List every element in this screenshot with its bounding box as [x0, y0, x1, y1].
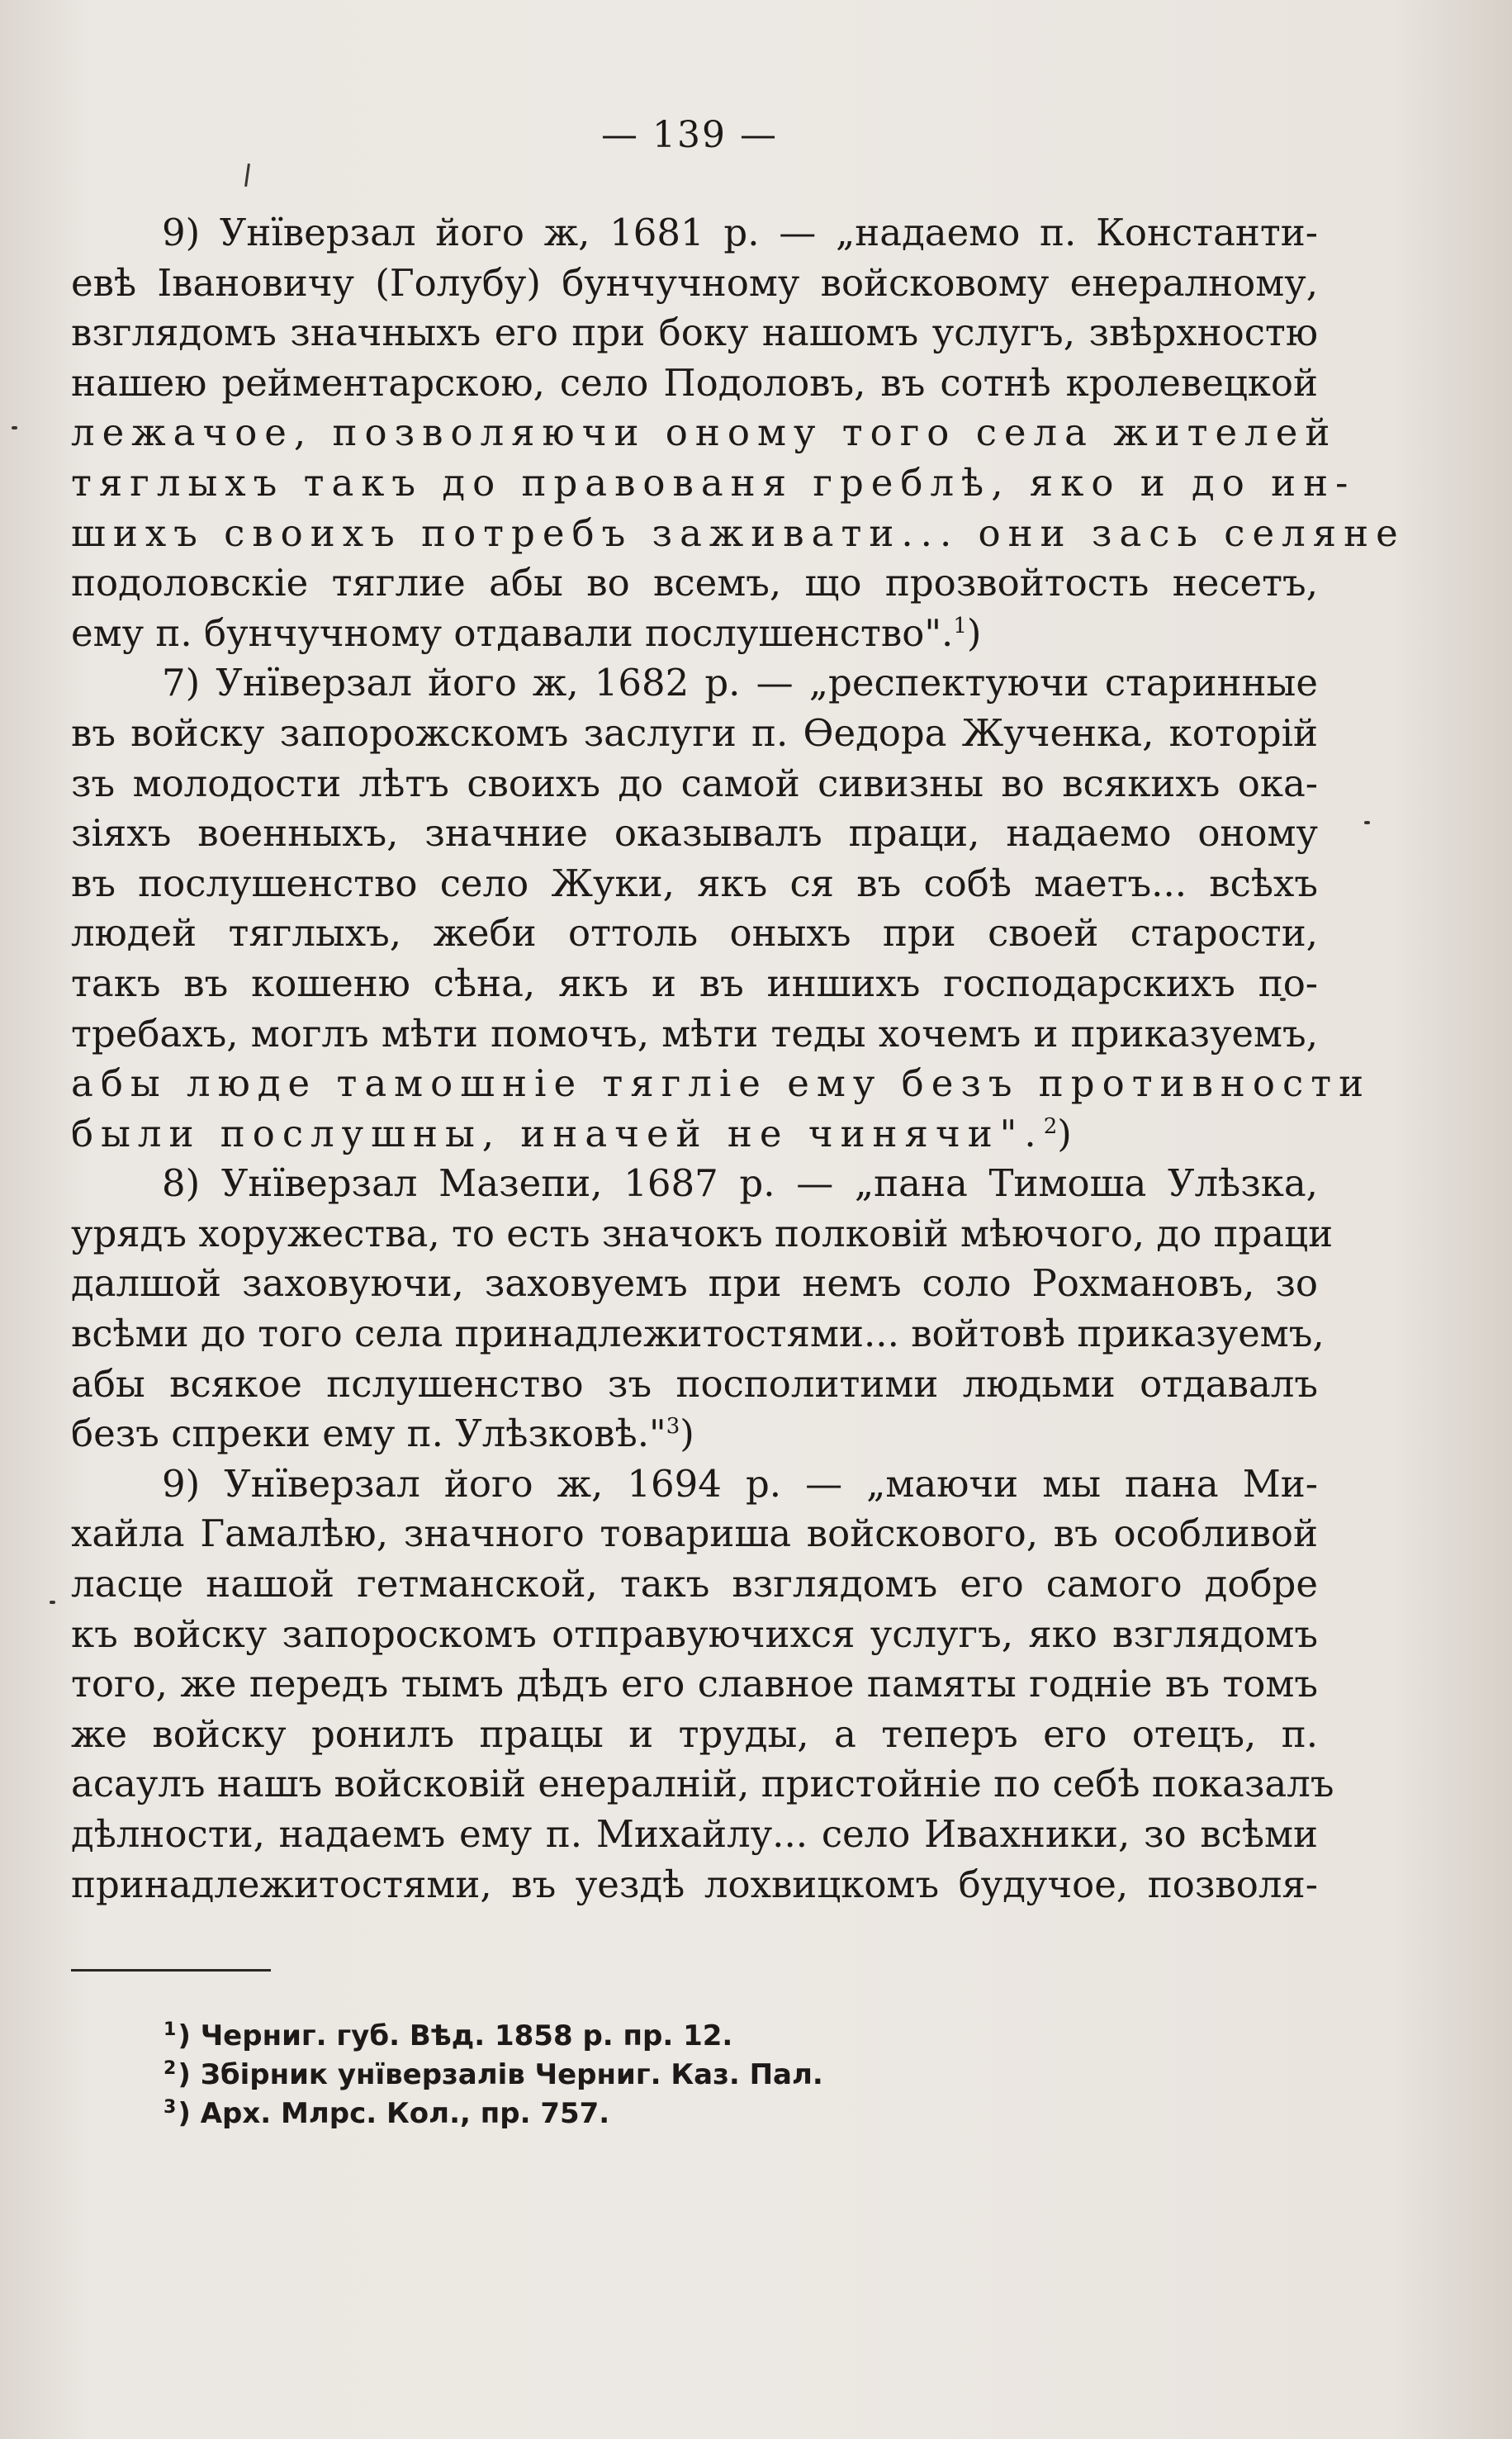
text-line: хайла Гамалѣю, значного товариша войскового, въ особливой — [71, 1511, 1318, 1556]
text-line: 8) Унїверзал Мазепи, 1687 р. — „пана Тимоша Улѣзка, — [162, 1161, 1318, 1206]
stray-ink-mark — [244, 164, 250, 187]
text-line-last — [71, 1109, 1318, 1160]
text-line: асаулъ нашъ войсковій енералній, пристойніе по себѣ показалъ — [71, 1762, 1334, 1806]
text-line: въ войску запорожскомъ заслуги п. Ѳедора Жученка, которій — [71, 710, 1318, 755]
text-line-last — [71, 609, 1318, 659]
text-line: абы люде тамошніе тягліе ему безъ противности — [71, 1061, 1372, 1106]
footnote-reference: 1 — [953, 613, 967, 638]
closing-parenthesis: ) — [966, 610, 982, 655]
text-line: дѣлности, надаемъ ему п. Михайлу... село Ивахники, зо всѣми — [71, 1812, 1318, 1856]
text-line-last — [71, 1409, 1318, 1459]
footnote-number: 2 — [164, 2057, 177, 2079]
margin-speck — [50, 1601, 55, 1604]
text-line: тяглыхъ такъ до правованя греблѣ, яко и до ин- — [71, 460, 1356, 505]
text-line: евѣ Івановичу (Голубу) бунчучному войсковому енералному, — [71, 260, 1318, 305]
footnote-number: 3 — [164, 2096, 177, 2118]
text-line: далшой заховуючи, заховуемъ при немъ соло Рохмановъ, зо — [71, 1261, 1318, 1306]
footnote-text: Збірник унїверзалів Черниг. Каз. Пал. — [200, 2058, 823, 2091]
text-line-content: были послушны, иначей не чинячи". — [71, 1111, 1044, 1155]
text-line: принадлежитостями, въ уездѣ лохвицкомъ будучое, позволя- — [71, 1862, 1318, 1906]
text-line: людей тяглыхъ, жеби оттоль оныхъ при своей старости, — [71, 911, 1318, 956]
margin-speck — [12, 426, 17, 429]
footnote-reference: 3 — [666, 1414, 680, 1440]
text-line: подоловскіе тяглие абы во всемъ, що прозвойтость несетъ, — [71, 561, 1318, 605]
text-line: зіяхъ военныхъ, значние оказывалъ праци, надаемо оному — [71, 811, 1318, 856]
page-number: — 139 — — [601, 114, 778, 156]
paragraph-universal-1681 — [71, 208, 1405, 658]
text-line: того, же передъ тымъ дѣдъ его славное памяты годніе въ томъ — [71, 1662, 1318, 1706]
text-line: въ послушенство село Жуки, якъ ся въ собѣ маетъ... всѣхъ — [71, 861, 1318, 905]
text-line: взглядомъ значныхъ его при боку нашомъ услугъ, звѣрхностю — [71, 311, 1318, 355]
text-line: ласце нашой гетманской, такъ взглядомъ его самого добре — [71, 1562, 1318, 1606]
text-line: къ войску запороскомъ отправуючихся услугъ, яко взглядомъ — [71, 1611, 1318, 1656]
footnote-paren: ) — [178, 2097, 201, 2130]
margin-speck — [1364, 821, 1370, 824]
footnote-item — [164, 2017, 1237, 2056]
text-line: урядъ хоружества, то есть значокъ полковій мѣючого, до праци — [71, 1211, 1334, 1255]
footnote-text: Черниг. губ. Вѣд. 1858 р. пр. 12. — [200, 2019, 733, 2052]
body-text — [71, 208, 1405, 1910]
text-line: всѣми до того села принадлежитостями... войтовѣ приказуемъ, — [71, 1312, 1325, 1356]
text-line-content: безъ спреки ему п. Улѣзковѣ." — [71, 1412, 666, 1456]
closing-parenthesis: ) — [1057, 1111, 1072, 1155]
footnote-divider — [71, 1969, 271, 1972]
text-line-content: ему п. бунчучному отдавали послушенство". — [71, 610, 954, 655]
text-line: требахъ, моглъ мѣти помочъ, мѣти теды хочемъ и приказуемъ, — [71, 1011, 1318, 1056]
text-line: 9) Унїверзал його ж, 1694 р. — „маючи мы пана Ми- — [162, 1461, 1318, 1506]
footnotes — [164, 2017, 1237, 2133]
footnote-number: 1 — [164, 2019, 177, 2040]
text-line: абы всякое пслушенство зъ посполитими людьми отдавалъ — [71, 1361, 1318, 1406]
text-line: лежачое, позволяючи оному того села жителей — [71, 410, 1338, 455]
footnote-text: Арх. Млрс. Кол., пр. 757. — [200, 2097, 610, 2130]
footnote-item — [164, 2095, 1237, 2133]
footnote-paren: ) — [178, 2058, 201, 2091]
footnote-paren: ) — [178, 2019, 201, 2052]
text-line: нашею рейментарскою, село Подоловъ, въ сотнѣ кролевецкой — [71, 360, 1318, 405]
text-line: 9) Унїверзал його ж, 1681 р. — „надаемо п. Константи- — [162, 211, 1318, 254]
footnote-item — [164, 2056, 1237, 2095]
text-line: шихъ своихъ потребъ заживати... они зась селяне — [71, 510, 1405, 555]
text-line: же войску ронилъ працы и труды, а теперъ его отецъ, п. — [71, 1711, 1318, 1756]
paragraph-universal-1694 — [71, 1459, 1334, 1910]
closing-parenthesis: ) — [680, 1412, 694, 1456]
text-line: такъ въ кошеню сѣна, якъ и въ иншихъ господарскихъ по- — [71, 961, 1318, 1005]
footnote-reference: 2 — [1043, 1113, 1058, 1139]
paragraph-universal-mazepa-1687 — [71, 1159, 1334, 1459]
text-line: 7) Унїверзал його ж, 1682 р. — „респектуючи старинные — [162, 661, 1318, 705]
text-line: зъ молодости лѣтъ своихъ до самой сивизны во всякихъ ока- — [71, 761, 1318, 805]
paragraph-universal-1682 — [71, 658, 1372, 1159]
